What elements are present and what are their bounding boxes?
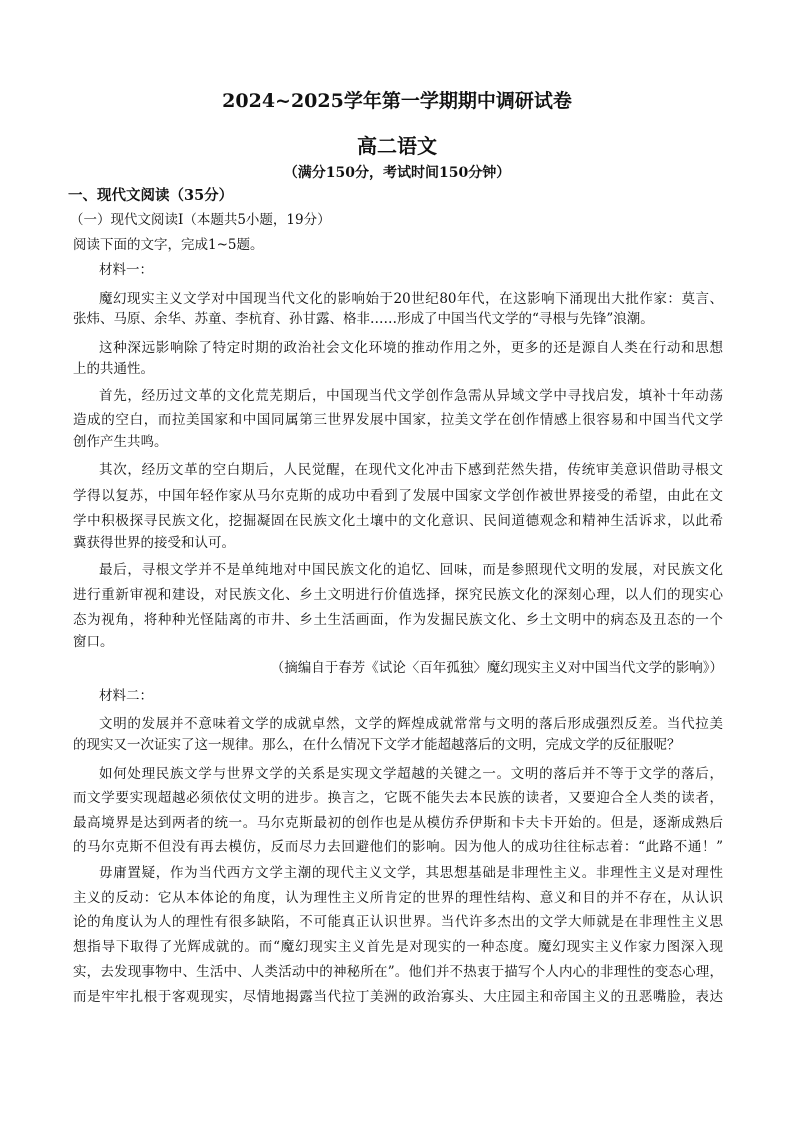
paragraph-line: 而是牢牢扎根于客观现实，尽情地揭露当代拉丁美洲的政治寡头、大庄园主和帝国主义的丑恶嘴脸，表达 <box>73 989 723 1005</box>
paragraph-line: 态为视角，将种种光怪陆离的市井、乡土生活画面，作为发掘民族文化、乡土文明中的病态及丑态的一个 <box>73 612 723 628</box>
subsection-heading: （一）现代文阅读I（本题共5小题，19分） <box>70 212 331 228</box>
paragraph-line: 毋庸置疑，作为当代西方文学主潮的现代主义文学，其思想基础是非理性主义。非理性主义是对理性 <box>99 865 723 881</box>
reading-instruction: 阅读下面的文字，完成1~5题。 <box>73 237 264 253</box>
paragraph-line: 上的共通性。 <box>73 361 154 377</box>
paragraph-line: 造成的空白，而拉美国家和中国同属第三世界发展中国家，拉美文学在创作情感上很容易和中国当代文学 <box>73 412 723 428</box>
paragraph-line: 创作产生共鸣。 <box>73 434 168 450</box>
paragraph-line: 的现实又一次证实了这一规律。那么，在什么情况下文学才能超越落后的文明，完成文学的反征服呢？ <box>73 737 681 753</box>
paragraph-line: 冀获得世界的接受和认可。 <box>73 535 235 551</box>
material-two-label: 材料二： <box>99 688 153 704</box>
material-one-label: 材料一： <box>99 262 153 278</box>
subject-title: 高二语文 <box>357 134 437 158</box>
paragraph-line: 最后，寻根文学并不是单纯地对中国民族文化的追忆、回味，而是参照现代文明的发展，对民族文化 <box>99 562 723 578</box>
paragraph-line: 最高境界是达到两者的统一。马尔克斯最初的创作也是从模仿乔伊斯和卡夫卡开始的。但是，逐渐成熟后 <box>73 815 723 831</box>
paragraph-line: 的马尔克斯不但没有再去模仿，反而尽力去回避他们的影响。因为他人的成功往往标志着：“此路不通！” <box>73 839 723 855</box>
paragraph-line: 这种深远影响除了特定时期的政治社会文化环境的推动作用之外，更多的还是源自人类在行动和思想 <box>99 340 723 356</box>
paragraph-line: 其次，经历文革的空白期后，人民觉醒，在现代文化冲击下感到茫然失措，传统审美意识借助寻根文 <box>99 462 723 478</box>
paragraph-line: 实，去发现事物中、生活中、人类活动中的神秘所在”。他们并不热衷于描写个人内心的非理性的变态心理， <box>73 964 723 980</box>
paragraph-line: 首先，经历过文革的文化荒芜期后，中国现当代文学创作急需从异域文学中寻找启发，填补十年动荡 <box>99 388 723 404</box>
paragraph-line: 想指导下取得了光辉成就的。而“魔幻现实主义首先是对现实的一种态度。魔幻现实主义作家力图深入现 <box>73 939 723 955</box>
paragraph-line: 窗口。 <box>73 634 114 650</box>
paragraph-line: 主义的反动：它从本体论的角度，认为理性主义所肯定的世界的理性结构、意义和目的并不存在，从认识 <box>73 890 723 906</box>
exam-title: 2024~2025学年第一学期期中调研试卷 <box>222 90 572 112</box>
paragraph-line: 张炜、马原、余华、苏童、李杭育、孙甘露、格非……形成了中国当代文学的“寻根与先锋”浪潮。 <box>73 311 654 327</box>
paragraph-line: 魔幻现实主义文学对中国现当代文化的影响始于20世纪80年代，在这影响下涌现出大批作家：莫言、 <box>99 291 723 307</box>
paragraph-line: 论的角度认为人的理性有很多缺陷，不可能真正认识世界。当代许多杰出的文学大师就是在非理性主义思 <box>73 914 723 930</box>
section-heading: 一、现代文阅读（35分） <box>68 187 234 204</box>
paragraph-line: 而文学要实现超越必须依仗文明的进步。换言之，它既不能失去本民族的读者，又要迎合全人类的读者， <box>73 790 723 806</box>
paragraph-line: 学中积极探寻民族文化，挖掘凝固在民族文化土壤中的文化意识、民间道德观念和精神生活诉求，以此希 <box>73 513 723 529</box>
paragraph-line: 文明的发展并不意味着文学的成就卓然，文学的辉煌成就常常与文明的落后形成强烈反差。当代拉美 <box>99 716 723 732</box>
paragraph-line: 学得以复苏，中国年轻作家从马尔克斯的成功中看到了发展中国家文学创作被世界接受的希望，由此在文 <box>73 488 723 504</box>
paragraph-line: 如何处理民族文学与世界文学的关系是实现文学超越的关键之一。文明的落后并不等于文学的落后， <box>99 766 723 782</box>
score-time-note: （满分150分，考试时间150分钟） <box>283 165 511 181</box>
source-citation: （摘编自于春芳《试论〈百年孤独〉魔幻现实主义对中国当代文学的影响》） <box>270 660 723 676</box>
paragraph-line: 进行重新审视和建设，对民族文化、乡土文明进行价值选择，探究民族文化的深刻心理，以人们的现实心 <box>73 587 723 603</box>
